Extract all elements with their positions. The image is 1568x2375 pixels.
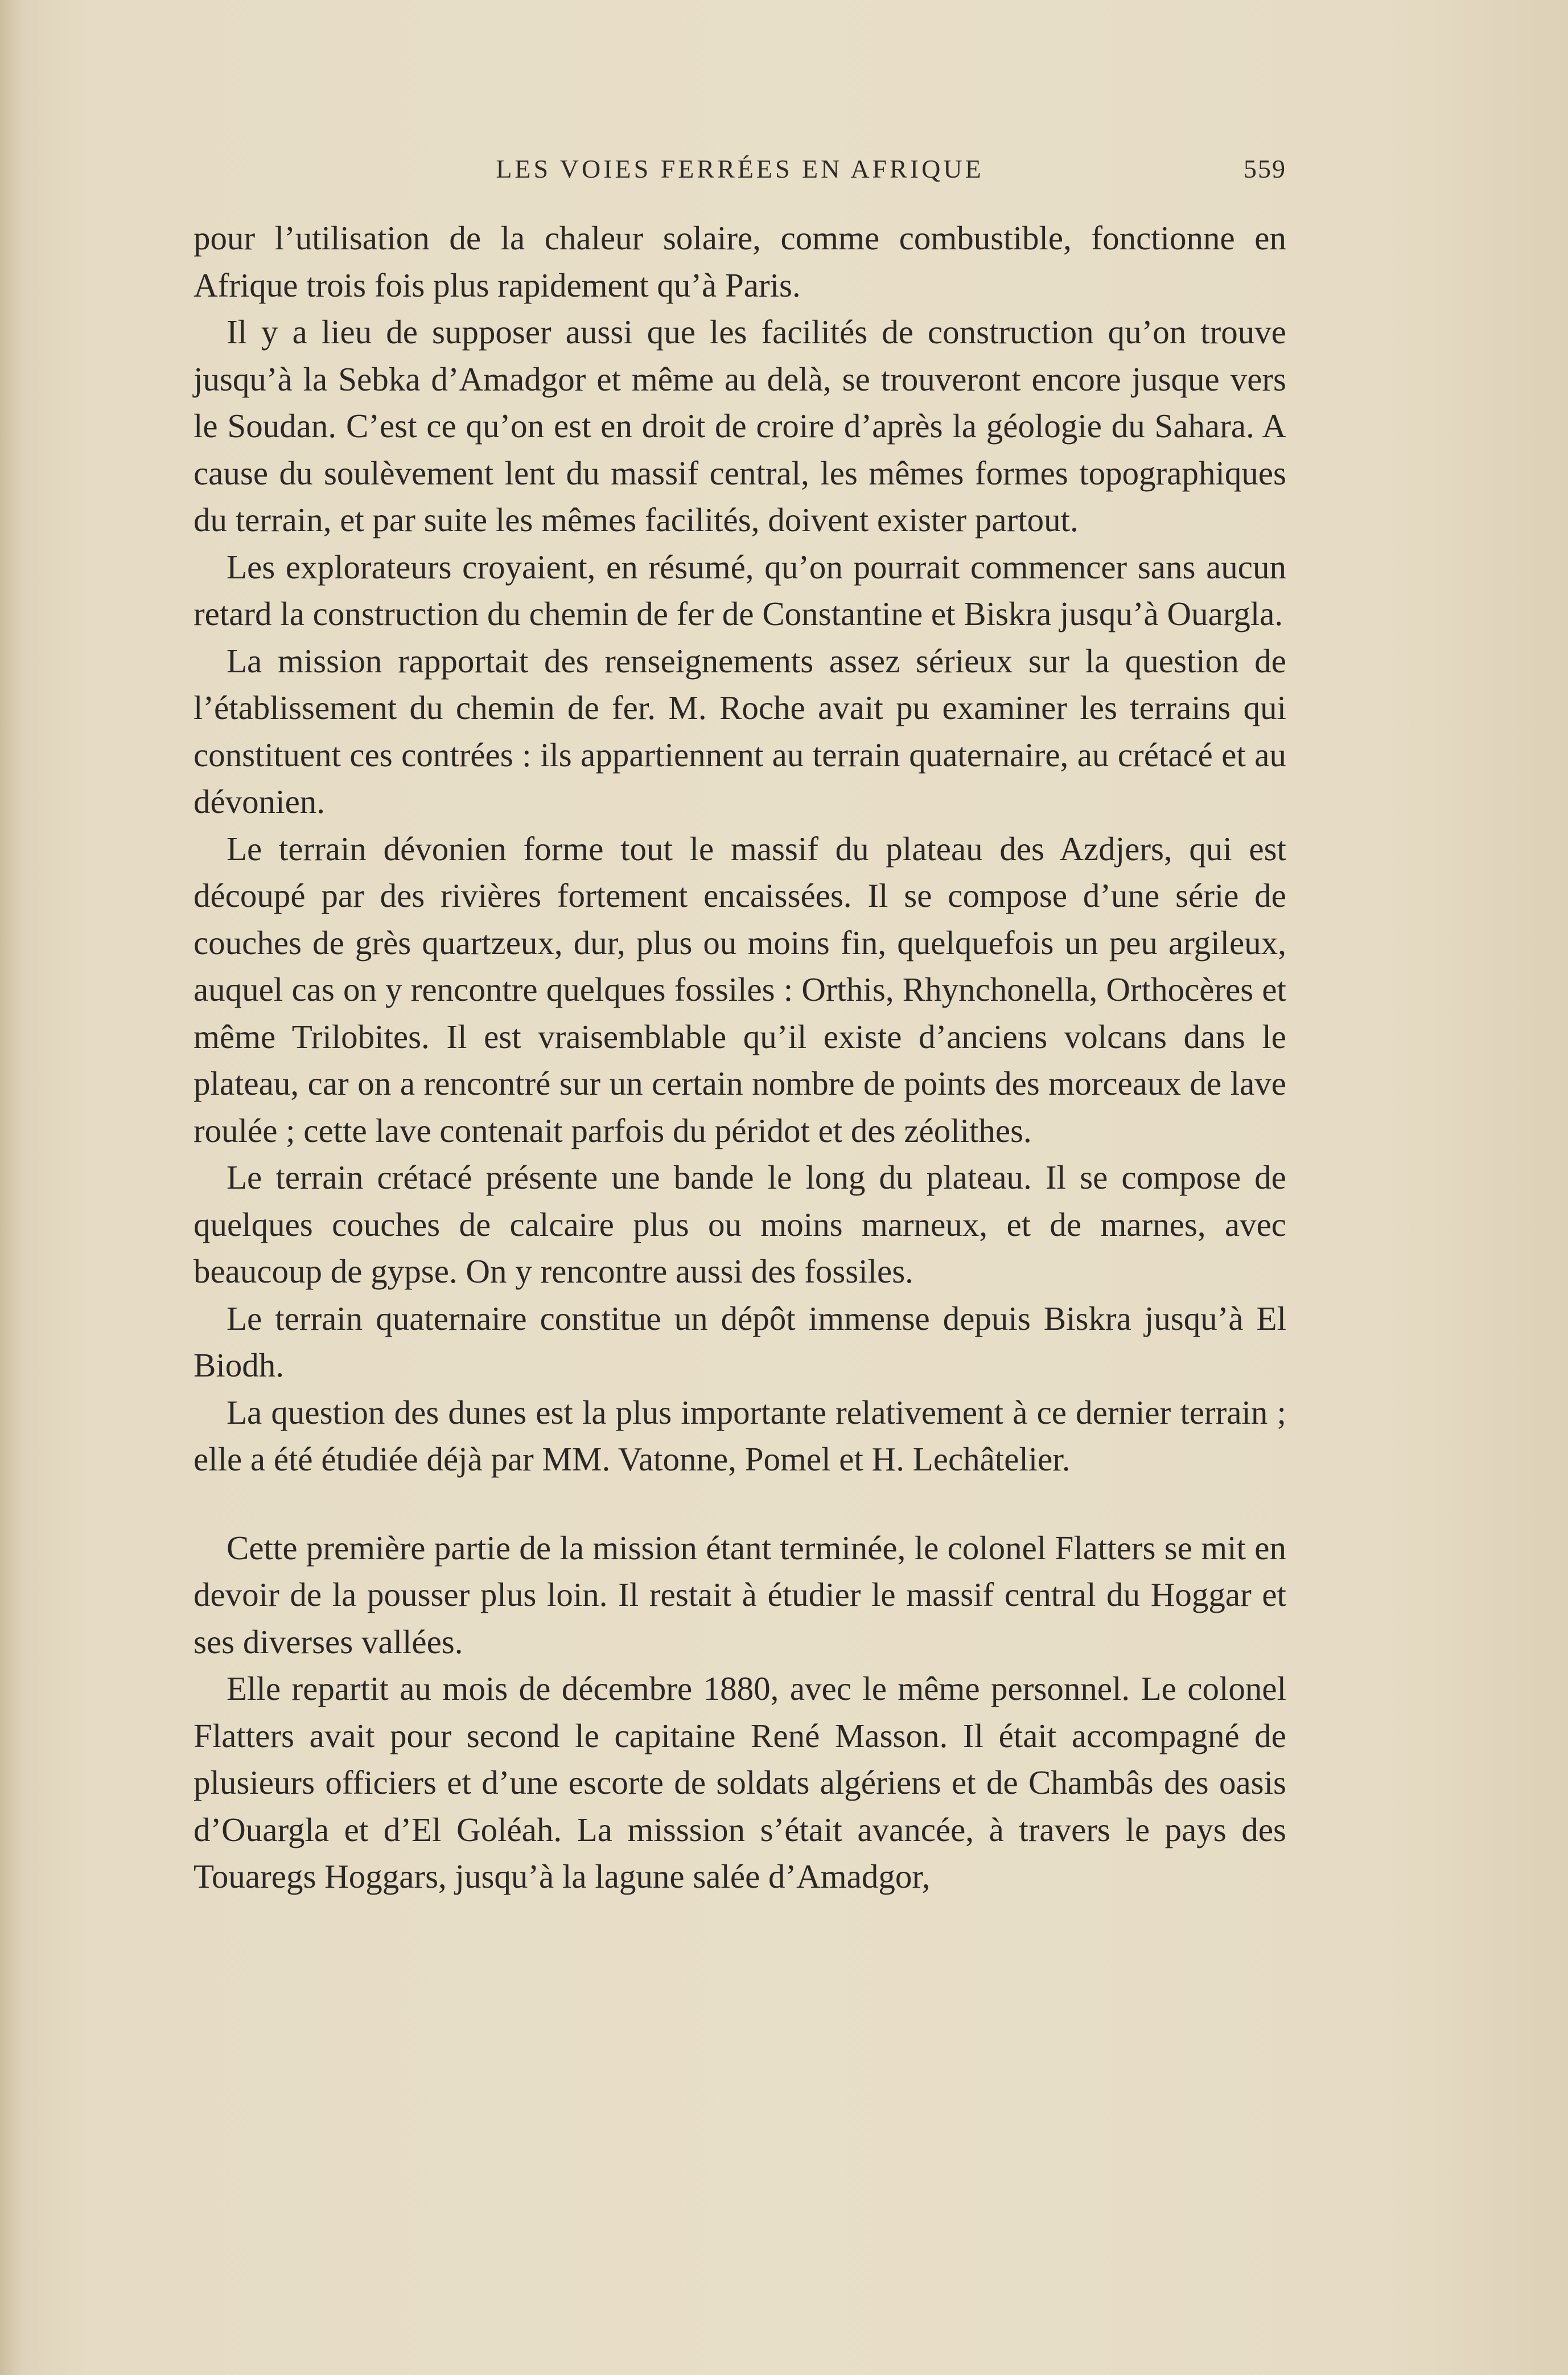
paragraph: Elle repartit au mois de décembre 1880, avec le même personnel. Le colonel Flatters avait pour second le capitaine René Masson. Il était accompagné de plusieurs officiers et d’une escorte de soldats algériens et de Chambâs des oasis d’Ouargla et d’El Goléah. La misssion s’était avancée, à travers le pays des Touaregs Hoggars, jusqu’à la lagune salée d’Amadgor, [194,1670,1286,1895]
paragraph: Le terrain quaternaire constitue un dépôt immense depuis Biskra jusqu’à El Biodh. [194,1299,1286,1384]
paragraph: La mission rapportait des renseignements assez sérieux sur la question de l’établissement du chemin de fer. M. Roche avait pu examiner les terrains qui constituent ces contrées : ils appartiennent au terrain quaternaire, au crétacé et au dévonien. [194,642,1286,820]
running-head [194,154,1286,199]
paragraph-continued: pour l’utilisation de la chaleur solaire, comme combustible, fonctionne en Afrique trois fois plus rapidement qu’à Paris. [194,219,1286,304]
paragraph: Les explorateurs croyaient, en résumé, qu’on pourrait commencer sans aucun retard la construction du chemin de fer de Constantine et Biskra jusqu’à Ouargla. [194,548,1286,632]
paragraph: Le terrain crétacé présente une bande le long du plateau. Il se compose de quelques couches de calcaire plus ou moins marneux, et de marnes, avec beaucoup de gypse. On y rencontre aussi des fossiles. [194,1158,1286,1290]
paragraph: La question des dunes est la plus importante relativement à ce dernier terrain ; elle a été étudiée déjà par MM. Vatonne, Pomel et H. Lechâtelier. [194,1393,1286,1478]
running-title: LES VOIES FERRÉES EN AFRIQUE [496,154,984,183]
paragraph: Il y a lieu de supposer aussi que les facilités de construction qu’on trouve jusqu’à la Sebka d’Amadgor et même au delà, se trouveront encore jusque vers le Soudan. C’est ce qu’on est en droit de croire d’après la géologie du Sahara. A cause du soulèvement lent du massif central, les mêmes formes topographiques du terrain, et par suite les mêmes facilités, doivent exister partout. [194,313,1286,539]
page-number: 559 [1244,154,1286,183]
body-text [194,215,1286,1900]
paragraph: Cette première partie de la mission étant terminée, le colonel Flatters se mit en devoir de la pousser plus loin. Il restait à étudier le massif central du Hoggar et ses diverses vallées. [194,1528,1286,1661]
paragraph: Le terrain dévonien forme tout le massif du plateau des Azdjers, qui est découpé par des rivières fortement encaissées. Il se compose d’une série de couches de grès quartzeux, dur, plus ou moins fin, quelquefois un peu argileux, auquel cas on y rencontre quelques fossiles : Orthis, Rhynchonella, Orthocères et même Trilobites. Il est vraisemblable qu’il existe d’anciens volcans dans le plateau, car on a rencontré sur un certain nombre de points des morceaux de lave roulée ; cette lave contenait parfois du péridot et des zéolithes. [194,829,1286,1149]
